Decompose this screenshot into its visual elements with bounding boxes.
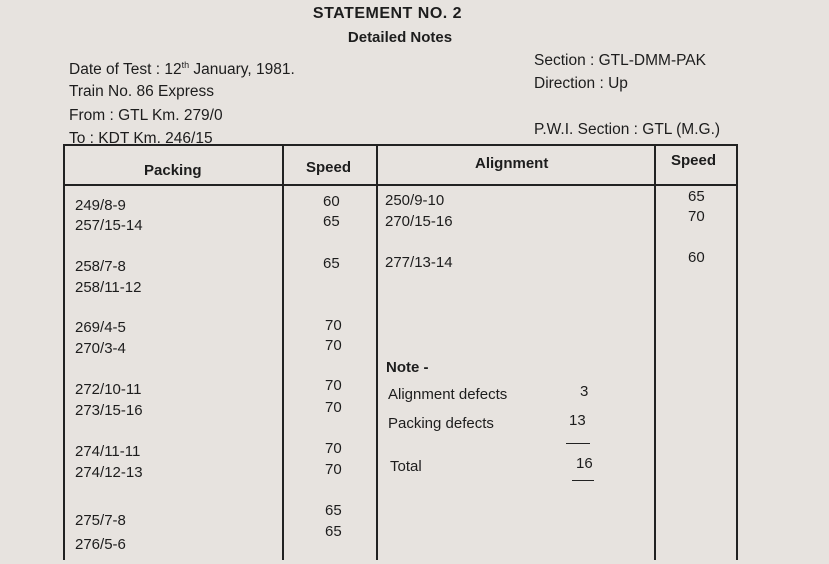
alignment-km: 270/15-16 — [385, 213, 453, 230]
header-speed-alignment: Speed — [671, 152, 717, 169]
header-speed-packing: Speed — [306, 159, 352, 176]
table-header-rule — [63, 184, 738, 186]
section-info: Section : GTL-DMM-PAK — [534, 52, 706, 69]
packing-speed: 70 — [325, 377, 342, 394]
packing-km: 258/11-12 — [75, 279, 142, 296]
date-prefix: Date of Test : 12 — [69, 61, 182, 79]
packing-km: 258/7-8 — [75, 258, 126, 275]
table-divider — [376, 144, 378, 560]
statement-subtitle: Detailed Notes — [347, 29, 453, 46]
packing-km: 257/15-14 — [75, 217, 143, 234]
alignment-km: 277/13-14 — [385, 254, 453, 271]
total-rule-bottom — [572, 480, 594, 481]
alignment-defects-value: 3 — [580, 383, 589, 400]
date-suffix: th — [181, 60, 190, 70]
date-rest: January, 1981. — [189, 61, 295, 79]
pwi-section-info: P.W.I. Section : GTL (M.G.) — [534, 121, 721, 138]
packing-speed: 65 — [325, 523, 342, 540]
from-location: From : GTL Km. 279/0 — [69, 107, 223, 124]
packing-km: 269/4-5 — [75, 319, 126, 336]
packing-speed: 65 — [325, 502, 342, 519]
alignment-km: 250/9-10 — [385, 192, 445, 209]
packing-speed: 70 — [325, 337, 342, 354]
packing-km: 272/10-11 — [75, 381, 142, 398]
packing-defects-label: Packing defects — [388, 415, 494, 432]
statement-title: STATEMENT NO. 2 — [312, 5, 463, 22]
header-alignment: Alignment — [475, 155, 549, 172]
packing-km: 273/15-16 — [75, 402, 143, 419]
packing-speed: 60 — [323, 193, 340, 210]
packing-speed: 70 — [325, 461, 342, 478]
packing-km: 274/12-13 — [75, 464, 143, 481]
packing-km: 275/7-8 — [75, 512, 126, 529]
alignment-speed: 65 — [688, 188, 705, 205]
total-rule-top — [566, 443, 590, 444]
packing-km: 274/11-11 — [75, 443, 141, 460]
date-of-test — [69, 60, 295, 79]
table-divider — [282, 144, 284, 560]
note-heading: Note - — [386, 359, 429, 376]
total-label: Total — [390, 458, 422, 475]
packing-km: 270/3-4 — [75, 340, 126, 357]
direction-info: Direction : Up — [534, 75, 628, 92]
total-value: 16 — [576, 455, 593, 472]
table-divider — [654, 144, 656, 560]
alignment-defects-label: Alignment defects — [388, 386, 508, 403]
packing-speed: 65 — [323, 213, 340, 230]
alignment-speed: 70 — [688, 208, 705, 225]
packing-km: 276/5-6 — [75, 536, 126, 553]
packing-speed: 70 — [325, 399, 342, 416]
header-packing: Packing — [144, 162, 202, 179]
packing-km: 249/8-9 — [75, 197, 126, 214]
packing-defects-value: 13 — [569, 412, 586, 429]
packing-speed: 65 — [323, 255, 340, 272]
packing-speed: 70 — [325, 440, 342, 457]
train-number: Train No. 86 Express — [69, 83, 215, 100]
alignment-speed: 60 — [688, 249, 705, 266]
to-location: To : KDT Km. 246/15 — [69, 130, 213, 147]
packing-speed: 70 — [325, 317, 342, 334]
